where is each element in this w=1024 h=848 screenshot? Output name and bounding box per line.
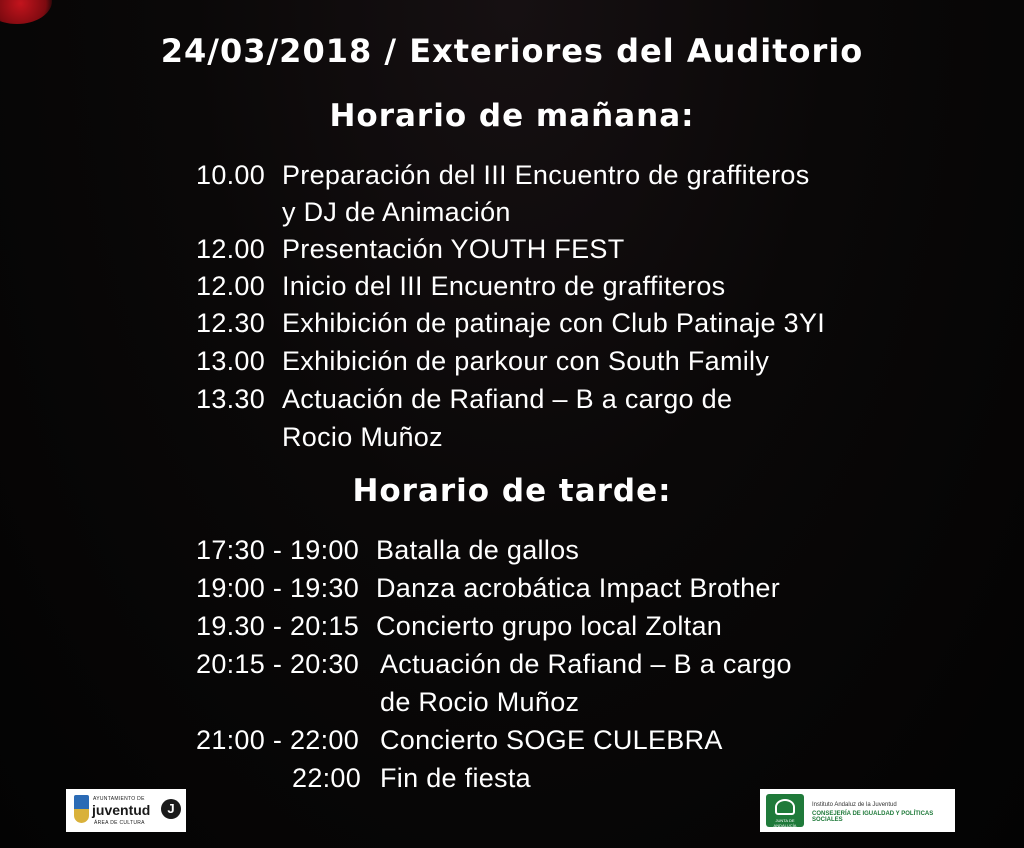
afternoon-item-time: 21:00 - 22:00	[196, 725, 360, 755]
morning-item-time: 10.00	[196, 160, 266, 190]
afternoon-schedule-heading: Horario de tarde:	[352, 473, 672, 509]
morning-item-6	[196, 382, 733, 416]
instituto-text: Instituto Andaluz de la Juventud	[812, 802, 897, 808]
morning-item-1-continuation	[196, 195, 511, 229]
afternoon-item-time: 22:00	[292, 763, 362, 793]
juventud-text: juventud	[92, 802, 151, 818]
afternoon-item-time: 19.30 - 20:15	[196, 611, 360, 641]
afternoon-item-time: 20:15 - 20:30	[196, 649, 360, 679]
junta-andalucia-logo	[760, 789, 955, 832]
morning-schedule-heading: Horario de mañana:	[329, 98, 695, 134]
afternoon-item-activity: Fin de fiesta	[380, 763, 531, 793]
consejeria-text: CONSEJERÍA DE IGUALDAD Y POLÍTICAS SOCIALES	[812, 811, 934, 823]
morning-item-activity: y DJ de Animación	[282, 197, 511, 227]
morning-item-2	[196, 232, 625, 266]
junta-emblem-icon	[766, 794, 804, 827]
afternoon-item-time: 19:00 - 19:30	[196, 573, 360, 603]
morning-item-4	[196, 306, 826, 340]
morning-item-6-continuation	[196, 420, 443, 454]
afternoon-item-activity: Concierto SOGE CULEBRA	[380, 725, 723, 755]
afternoon-item-5	[196, 723, 723, 757]
morning-item-activity: Actuación de Rafiand – B a cargo de	[282, 384, 733, 414]
morning-item-time: 12.30	[196, 308, 266, 338]
juventud-mark-icon: J	[161, 799, 181, 819]
area-cultura-text: ÁREA DE CULTURA	[94, 820, 145, 826]
morning-item-activity: Exhibición de patinaje con Club Patinaje 3YI	[282, 308, 826, 338]
afternoon-item-1	[196, 533, 580, 567]
afternoon-item-6	[292, 761, 531, 795]
afternoon-item-4	[196, 647, 792, 681]
date-location-heading: 24/03/2018 / Exteriores del Auditorio	[160, 32, 864, 70]
morning-item-activity: Rocio Muñoz	[282, 422, 443, 452]
afternoon-item-activity: Actuación de Rafiand – B a cargo	[380, 649, 792, 679]
morning-item-activity: Exhibición de parkour con South Family	[282, 346, 770, 376]
afternoon-item-activity: de Rocio Muñoz	[380, 687, 580, 717]
morning-item-activity: Preparación del III Encuentro de graffiteros	[282, 160, 810, 190]
afternoon-item-activity: Batalla de gallos	[376, 535, 580, 565]
morning-item-3	[196, 269, 726, 303]
morning-item-time: 13.30	[196, 384, 266, 414]
junta-text: JUNTA DE ANDALUCÍA	[773, 818, 797, 828]
morning-item-time: 12.00	[196, 271, 266, 301]
afternoon-item-2	[196, 571, 780, 605]
afternoon-item-3	[196, 609, 723, 643]
afternoon-item-activity: Concierto grupo local Zoltan	[376, 611, 723, 641]
coat-of-arms-icon	[74, 795, 89, 823]
morning-item-1	[196, 158, 810, 192]
afternoon-item-activity: Danza acrobática Impact Brother	[376, 573, 780, 603]
afternoon-item-time: 17:30 - 19:00	[196, 535, 360, 565]
morning-item-time: 12.00	[196, 234, 266, 264]
red-flower-decoration	[0, 0, 52, 24]
morning-item-time: 13.00	[196, 346, 266, 376]
ayuntamiento-text: AYUNTAMIENTO DE	[93, 796, 145, 802]
morning-item-activity: Presentación YOUTH FEST	[282, 234, 625, 264]
morning-item-activity: Inicio del III Encuentro de graffiteros	[282, 271, 726, 301]
juventud-logo	[66, 789, 186, 832]
morning-item-5	[196, 344, 770, 378]
